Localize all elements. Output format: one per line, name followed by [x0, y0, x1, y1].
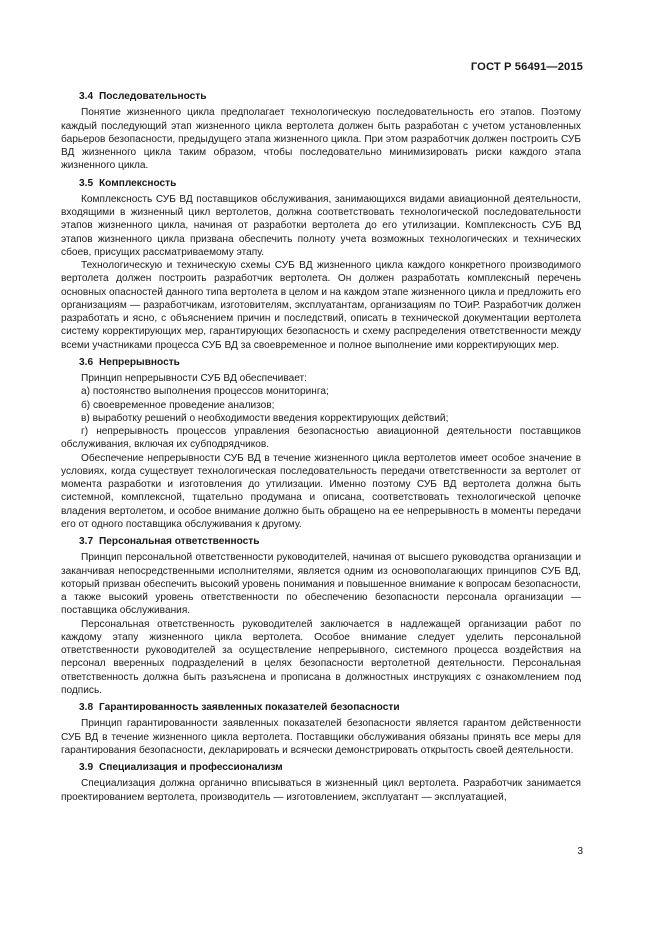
section-title: Специализация и профессионализм: [99, 762, 283, 773]
section-number: 3.5: [79, 177, 94, 189]
paragraph: Принцип непрерывности СУБ ВД обеспечивает:: [81, 373, 307, 384]
section-heading-3-7: [79, 535, 581, 548]
list-item: б) своевременное проведение анализов;: [81, 399, 275, 411]
section-heading-3-9: [79, 761, 581, 774]
paragraph: Специализация должна органично вписываться в жизненный цикл вертолета. Разработчик занимается проектированием вертолета, производитель — изготовлением, эксплуатант — эксплуатацией,: [61, 778, 581, 803]
section-heading-3-4: [79, 90, 581, 103]
paragraph: Понятие жизненного цикла предполагает технологическую последовательность его этапов. Поэтому каждый последующий этап жизненного цикла вертолета должен быть разработан с учетом установленных барьеров безопасности, предыдущего этапа жизненного цикла. При этом разработчик должен построить СУБ ВД жизненного цикла таким образом, чтобы последовательно минимизировать риски каждого этапа жизненного цикла.: [61, 107, 581, 172]
list-item: г) непрерывность процессов управления безопасностью авиационной деятельности поставщиков обслуживания, включая их субподрядчиков.: [61, 426, 581, 451]
paragraph: Принцип персональной ответственности руководителей, начиная от высшего руководства организации и заканчивая непосредственными исполнителями, является одним из основополагающих принципов СУБ ВД, который призван обеспечить высокий уровень понимания и повышенное внимание к вопросам безопасности, а также высокий уровень ответственности по обеспечению безопасности персонала организации — поставщика обслуживания.: [61, 552, 581, 617]
section-heading-3-8: [79, 701, 581, 714]
paragraph: Принцип гарантированности заявленных показателей безопасности является гарантом действенности СУБ ВД в течение жизненного цикла вертолета. Поставщики обслуживания обязаны принять все меры для гарантирования безопасности, декларировать и всячески демонстрировать открытость своей деятельности.: [61, 718, 581, 756]
section-number: 3.6: [79, 356, 94, 368]
paragraph: Технологическую и техническую схемы СУБ ВД жизненного цикла каждого конкретного производимого вертолета должен построить разработчик вертолета. Он должен разработать комплексный перечень основных опасностей данного типа вертолета в целом и на каждом этапе жизненного цикла и предложить его организациям — разработчикам, изготовителям, эксплуатантам, организациям по ТОиР. Разработчик должен разработать и ясно, с объяснением причин и последствий, описать в технической документации вертолета систему корректирующих мер, гарантирующих безопасность и схему распределения ответственности между всеми участниками процесса СУБ ВД за своевременное и полное выполнение ими корректирующих мер.: [61, 260, 581, 351]
paragraph: Комплексность СУБ ВД поставщиков обслуживания, занимающихся видами авиационной деятельности, входящими в жизненный цикл вертолетов, должна соответствовать технологической последовательности этапов жизненного цикла, начиная от разработки вертолета до его утилизации. Комплексность СУБ ВД этапов жизненного цикла призвана обеспечить полноту учета возможных технологических и технических сбоев, присущих рассматриваемому этапу.: [61, 193, 581, 258]
list-item: в) выработку решений о необходимости введения корректирующих действий;: [81, 412, 449, 424]
list-item: а) постоянство выполнения процессов мониторинга;: [81, 386, 329, 398]
section-title: Персональная ответственность: [99, 536, 260, 547]
section-title: Комплексность: [99, 177, 177, 189]
section-number: 3.4: [79, 91, 94, 102]
section-number: 3.9: [79, 762, 94, 773]
section-number: 3.8: [79, 702, 94, 713]
section-number: 3.7: [79, 536, 94, 547]
paragraph: Персональная ответственность руководителей заключается в надлежащей организации работ по каждому этапу жизненного цикла вертолета. Особое внимание следует уделить персональной ответственности руководителей за осуществление непрерывного, системного процесса воздействия на персонал вверенных подразделений в целях безопасности вертолетной деятельности. Персональная ответственность должна быть разъяснена и прописана в должностных инструкциях с ознакомлением под подпись.: [61, 618, 581, 696]
section-title: Непрерывность: [99, 356, 180, 368]
document-code: ГОСТ Р 56491—2015: [470, 61, 583, 73]
page-number: 3: [577, 846, 583, 857]
paragraph: Обеспечение непрерывности СУБ ВД в течение жизненного цикла вертолетов имеет особое значение в условиях, когда существует технологическая последовательность передачи ответственности за вертолет от момента разработки и изготовления до утилизации. Именно поэтому СУБ ВД вертолета должна быть системной, комплексной, тщательно продумана и описана, соответствовать технологической цепочке владения вертолетом, и особое внимание должно быть обращено на ее непрерывность в моменты передачи его от одного поставщика обслуживания к другому.: [61, 452, 581, 530]
section-title: Гарантированность заявленных показателей безопасности: [99, 702, 400, 713]
section-heading-3-6: [79, 356, 581, 369]
section-title: Последовательность: [99, 91, 207, 102]
document-body: [61, 90, 581, 804]
section-heading-3-5: [79, 177, 581, 190]
